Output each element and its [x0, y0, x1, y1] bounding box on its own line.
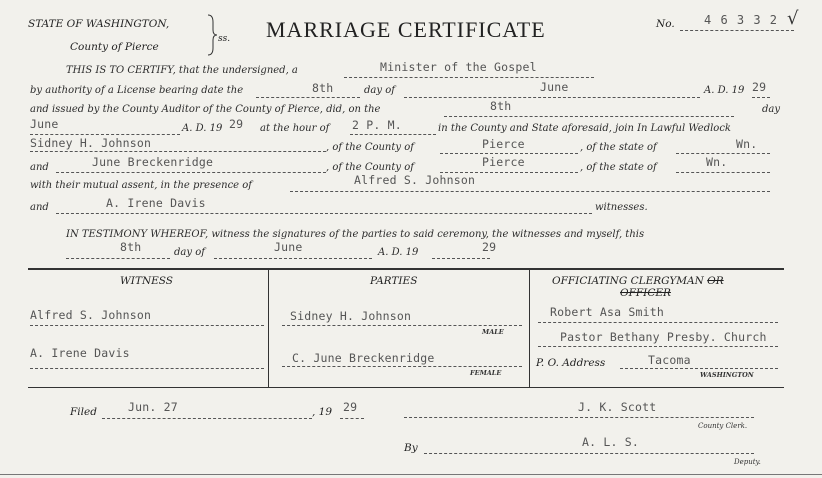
testimony-text: IN TESTIMONY WHEREOF, witness the signatures of the parties to said ceremony, the witnesses and myself, this: [66, 229, 645, 240]
bride-sig-line: [282, 366, 522, 367]
po-address-line: [620, 368, 778, 369]
washington-label: WASHINGTON: [700, 371, 754, 379]
witnesses-label: witnesses.: [595, 202, 648, 213]
of-state-text: , of the state of: [580, 142, 657, 153]
groom-name: Sidney H. Johnson: [30, 136, 152, 150]
table-top-border: [28, 268, 784, 270]
ad-text: A. D. 19: [704, 85, 745, 96]
clerk-label: County Clerk.: [698, 422, 748, 430]
test-month-line: [214, 258, 372, 259]
ceremony-day-line: [444, 116, 734, 117]
number-label: No.: [656, 18, 675, 30]
test-day-label: day of: [174, 247, 205, 258]
bride-county: Pierce: [482, 155, 525, 169]
clergy-name: Robert Asa Smith: [550, 305, 664, 319]
clergy-title-line: [538, 346, 778, 347]
bride-state-line: [676, 172, 770, 173]
clergy-header-text: OFFICIATING CLERGYMAN: [552, 275, 704, 287]
test-day: 8th: [120, 240, 142, 254]
witness1-signature: Alfred S. Johnson: [30, 308, 152, 322]
female-label: FEMALE: [470, 369, 502, 377]
bride-signature: C. June Breckenridge: [292, 351, 435, 365]
presence-text: with their mutual assent, in the presence of: [30, 180, 252, 191]
clergy-name-line: [538, 322, 778, 323]
witness2-sig-line: [30, 368, 264, 369]
clerk-signature: J. K. Scott: [578, 400, 657, 414]
table-bottom-border: [28, 387, 784, 388]
of-state-text-2: , of the state of: [580, 162, 657, 173]
or-label: OR: [707, 275, 724, 287]
witness2-signature: A. Irene Davis: [30, 346, 130, 360]
ceremony-day: 8th: [490, 99, 512, 113]
witness1-sig-line: [30, 325, 264, 326]
ceremony-month-line: [30, 134, 180, 135]
wedlock-text: in the County and State aforesaid, join In Lawful Wedlock: [438, 123, 731, 134]
state-label: STATE OF WASHINGTON,: [28, 18, 170, 30]
officer-label: OFFICER: [620, 287, 671, 299]
ss-label: ss.: [218, 34, 231, 44]
deputy-label: Deputy.: [734, 458, 761, 466]
test-year-line: [432, 258, 490, 259]
page-bottom-edge: [0, 474, 822, 475]
license-year-line: [752, 97, 770, 98]
and-text: and: [30, 162, 49, 173]
county-label: County of Pierce: [70, 41, 159, 53]
test-day-line: [66, 258, 170, 259]
checkmark-icon: √: [787, 8, 799, 29]
witness2-name: A. Irene Davis: [106, 196, 206, 210]
license-month-line: [404, 97, 700, 98]
license-day-line: [256, 97, 360, 98]
bride-state: Wn.: [706, 155, 728, 169]
license-month: June: [540, 80, 569, 94]
filed-label: Filed: [70, 406, 97, 418]
ceremony-year: 29: [229, 117, 244, 131]
hour: 2 P. M.: [352, 118, 402, 132]
authority-text: by authority of a License bearing date the: [30, 85, 244, 96]
test-ad: A. D. 19: [378, 247, 419, 258]
clerk-sig-line: [404, 417, 754, 418]
of-county-text: , of the County of: [326, 142, 414, 153]
witness1-line: [290, 191, 770, 192]
by-label: By: [404, 442, 418, 454]
certify-text: THIS IS TO CERTIFY, that the undersigned, a: [66, 65, 298, 76]
officiant-title: Minister of the Gospel: [380, 60, 537, 74]
bride-line: [56, 172, 326, 173]
filed-year-line: [340, 418, 364, 419]
groom-state-line: [676, 153, 770, 154]
groom-county: Pierce: [482, 137, 525, 151]
clergy-title: Pastor Bethany Presby. Church: [560, 330, 767, 344]
po-address-label: P. O. Address: [536, 357, 606, 369]
filed-date-line: [102, 418, 312, 419]
of-county-text-2: , of the County of: [326, 162, 414, 173]
table-divider-2: [529, 268, 530, 387]
parties-header: PARTIES: [370, 275, 418, 287]
table-divider-1: [268, 268, 269, 387]
witness2-line: [56, 213, 592, 214]
deputy-sig-line: [424, 453, 754, 454]
witness-header: WITNESS: [120, 275, 173, 287]
certificate-number: 4 6 3 3 2: [704, 13, 779, 27]
groom-line: [30, 151, 326, 152]
filed-year: 29: [343, 400, 358, 414]
day-text: day: [762, 104, 781, 115]
year-prefix: , 19: [312, 406, 333, 418]
hour-text: at the hour of: [260, 123, 330, 134]
groom-sig-line: [282, 325, 522, 326]
issued-text: and issued by the County Auditor of the County of Pierce, did, on the: [30, 104, 381, 115]
brace-icon: [205, 14, 219, 56]
clergy-header: [552, 275, 724, 287]
groom-county-line: [440, 153, 578, 154]
and-text-2: and: [30, 202, 49, 213]
number-line: [680, 30, 794, 31]
test-month: June: [274, 240, 303, 254]
filed-date: Jun. 27: [128, 400, 178, 414]
test-year: 29: [482, 240, 497, 254]
certificate-title: MARRIAGE CERTIFICATE: [266, 17, 546, 42]
license-day: 8th: [312, 81, 334, 95]
bride-name: June Breckenridge: [92, 155, 214, 169]
license-year: 29: [752, 80, 767, 94]
bleed-through-text: [640, 22, 646, 33]
ceremony-month: June: [30, 117, 59, 131]
day-of-text: day of: [364, 85, 395, 96]
witness1-name: Alfred S. Johnson: [354, 173, 476, 187]
hour-line: [350, 134, 436, 135]
male-label: MALE: [482, 328, 504, 336]
groom-signature: Sidney H. Johnson: [290, 309, 412, 323]
groom-state: Wn.: [736, 137, 758, 151]
ad-text-2: A. D. 19: [182, 123, 223, 134]
officiant-line: [344, 77, 594, 78]
deputy-signature: A. L. S.: [582, 435, 639, 449]
po-city: Tacoma: [648, 353, 691, 367]
